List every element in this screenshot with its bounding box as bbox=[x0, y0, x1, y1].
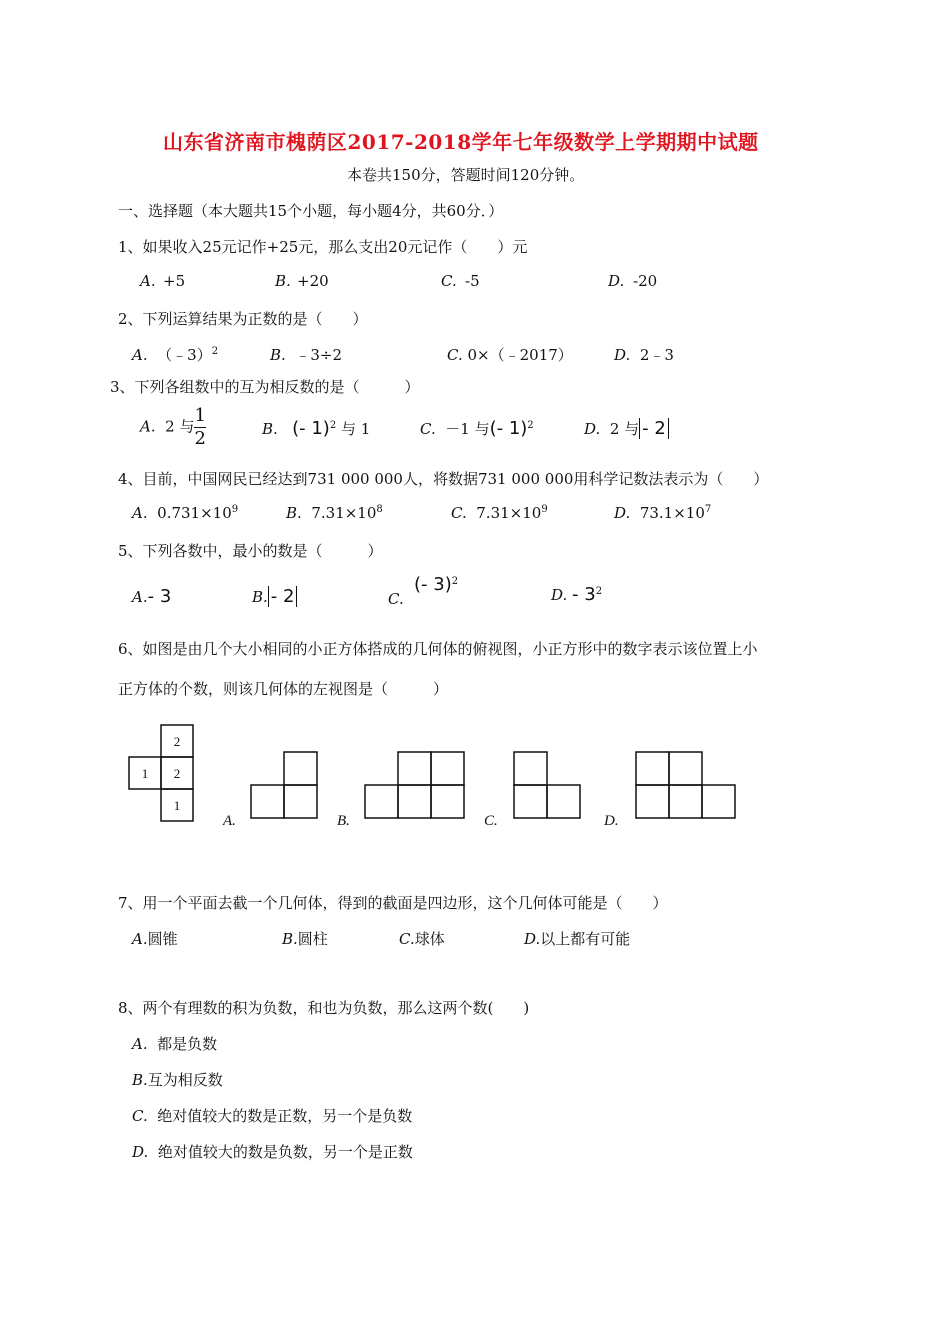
q1-option-b-text: +20 bbox=[297, 272, 329, 290]
q4-option-b bbox=[286, 504, 383, 522]
q8-option-d-label: D. bbox=[132, 1143, 149, 1161]
q2-option-d-label: D. bbox=[614, 346, 631, 364]
q3-option-b-text: 与 1 bbox=[340, 420, 371, 438]
option-b-cell bbox=[398, 752, 431, 785]
q3-option-a-fraction bbox=[194, 406, 205, 449]
q5-option-c-label: C. bbox=[388, 590, 404, 608]
q2-option-b-label: B. bbox=[270, 346, 286, 364]
q8-option-c bbox=[132, 1105, 412, 1126]
question-6-stem-line2: 正方体的个数，则该几何体的左视图是（ ） bbox=[118, 680, 449, 698]
option-d-cell bbox=[702, 785, 735, 818]
option-b-cell bbox=[431, 785, 464, 818]
q8-option-d-text: 绝对值较大的数是负数，另一个是正数 bbox=[157, 1143, 413, 1161]
exam-info: 本卷共150分，答题时间120分钟。 bbox=[347, 166, 585, 184]
q2-option-a-exponent: 2 bbox=[211, 346, 219, 357]
q5-option-a-label: A. bbox=[132, 588, 148, 606]
q4-option-c-exponent: 9 bbox=[541, 504, 548, 515]
q4-option-b-exponent: 8 bbox=[376, 504, 383, 515]
q1-option-a-text: +5 bbox=[163, 272, 186, 290]
q5-option-d bbox=[551, 584, 602, 605]
q7-option-a-text: 圆锥 bbox=[147, 930, 178, 948]
q7-option-b bbox=[282, 928, 328, 949]
q3-option-c-exponent: 2 bbox=[527, 420, 534, 431]
q3-option-c-label: C. bbox=[420, 420, 436, 438]
top-view-number: 1 bbox=[141, 766, 149, 781]
option-c-cell bbox=[514, 752, 547, 785]
q2-option-c bbox=[447, 344, 573, 365]
option-a-cell bbox=[251, 785, 284, 818]
question-8-stem: 8、两个有理数的积为负数，和也为负数，那么这两个数( ) bbox=[118, 999, 530, 1017]
q6-option-b-label: B. bbox=[337, 813, 350, 829]
q3-option-a-text: 2 与 bbox=[165, 417, 195, 436]
option-c-cell bbox=[514, 785, 547, 818]
q5-option-b-label: B. bbox=[252, 588, 268, 606]
q2-option-d-text: 2﹣3 bbox=[639, 346, 674, 364]
question-4-stem: 4、目前，中国网民已经达到731 000 000人，将数据731 000 000用科学记数法表示为（ ） bbox=[118, 470, 769, 488]
q5-option-c-label-wrap bbox=[388, 590, 404, 608]
q3-option-d-text: 2 与 bbox=[609, 420, 640, 438]
q7-option-c-text: 球体 bbox=[414, 930, 445, 948]
q2-option-b bbox=[270, 344, 342, 365]
q3-option-d-absolute-value: - 2 bbox=[639, 418, 669, 439]
q4-option-b-text: 7.31×10 bbox=[311, 504, 377, 522]
q3-option-b-label: B. bbox=[262, 420, 278, 438]
q5-option-a-value: - 3 bbox=[147, 586, 172, 607]
q7-option-d-label: D. bbox=[524, 930, 541, 948]
q5-option-d-exponent: 2 bbox=[595, 586, 603, 597]
question-3-stem: 3、下列各组数中的互为相反数的是（ ） bbox=[110, 378, 420, 396]
q4-option-d-exponent: 7 bbox=[704, 504, 712, 515]
q1-option-d-text: -20 bbox=[633, 272, 658, 290]
top-view-number: 2 bbox=[173, 734, 181, 749]
q4-option-c-text: 7.31×10 bbox=[476, 504, 542, 522]
q4-option-d-text: 73.1×10 bbox=[639, 504, 705, 522]
q3-option-c bbox=[420, 418, 534, 439]
question-6-stem-line1: 6、如图是由几个大小相同的小正方体搭成的几何体的俯视图，小正方形中的数字表示该位置上小 bbox=[118, 640, 758, 658]
q8-option-a-label: A. bbox=[132, 1035, 148, 1053]
top-view-number: 2 bbox=[173, 766, 181, 781]
q4-option-b-label: B. bbox=[286, 504, 302, 522]
q4-option-c-label: C. bbox=[451, 504, 467, 522]
question-1-stem: 1、如果收入25元记作+25元，那么支出20元记作（ ）元 bbox=[118, 238, 528, 256]
question-5-stem: 5、下列各数中，最小的数是（ ） bbox=[118, 542, 383, 560]
option-d-cell bbox=[636, 752, 669, 785]
q1-option-d-label: D. bbox=[608, 272, 625, 290]
option-d-cell bbox=[669, 752, 702, 785]
q1-option-c-text: -5 bbox=[465, 272, 480, 290]
q2-option-c-text: 0×（﹣2017） bbox=[467, 346, 573, 364]
fraction-denominator: 2 bbox=[194, 428, 206, 449]
q8-option-c-text: 绝对值较大的数是正数，另一个是负数 bbox=[157, 1107, 413, 1125]
q7-option-a bbox=[132, 928, 178, 949]
question-7-stem: 7、用一个平面去截一个几何体，得到的截面是四边形，这个几何体可能是（ ） bbox=[118, 894, 668, 912]
q1-option-c-label: C. bbox=[441, 272, 457, 290]
q4-option-c bbox=[451, 504, 548, 522]
q5-option-d-base: - 3 bbox=[572, 584, 596, 605]
q8-option-a-text: 都是负数 bbox=[157, 1035, 218, 1053]
q4-option-d bbox=[614, 504, 711, 522]
q8-option-b bbox=[132, 1069, 223, 1090]
question-2-stem: 2、下列运算结果为正数的是（ ） bbox=[118, 310, 368, 328]
q6-option-a-label: A. bbox=[223, 813, 236, 829]
q8-option-b-text: 互为相反数 bbox=[147, 1071, 223, 1089]
q1-option-b-label: B. bbox=[275, 272, 291, 290]
q4-option-d-label: D. bbox=[614, 504, 631, 522]
q7-option-b-text: 圆柱 bbox=[297, 930, 328, 948]
q7-option-c-label: C. bbox=[399, 930, 415, 948]
q3-option-d-label: D. bbox=[584, 420, 601, 438]
q1-option-a-label: A. bbox=[140, 272, 156, 290]
q3-option-a bbox=[140, 406, 206, 449]
option-b-cell bbox=[398, 785, 431, 818]
q3-option-b-base: (- 1) bbox=[292, 418, 330, 439]
q6-figure bbox=[120, 718, 760, 833]
q5-option-a bbox=[132, 586, 171, 607]
q8-option-d bbox=[132, 1141, 413, 1162]
q2-option-a-text: （﹣3） bbox=[157, 346, 212, 364]
q5-option-c-base: (- 3) bbox=[414, 574, 452, 595]
fraction-numerator: 1 bbox=[194, 405, 206, 426]
q2-option-d bbox=[614, 344, 674, 365]
option-b-cell bbox=[431, 752, 464, 785]
q4-option-a-label: A. bbox=[132, 504, 148, 522]
q3-option-c-text: －1 与 bbox=[445, 420, 490, 438]
q5-option-d-label: D. bbox=[551, 586, 568, 604]
q2-option-a-label: A. bbox=[132, 346, 148, 364]
q7-option-d-text: 以上都有可能 bbox=[540, 930, 631, 948]
q3-option-b-exponent: 2 bbox=[329, 420, 337, 431]
q7-option-a-label: A. bbox=[132, 930, 148, 948]
q2-option-b-text: ﹣3÷2 bbox=[295, 346, 342, 364]
option-a-cell bbox=[284, 785, 317, 818]
q5-option-c-exponent: 2 bbox=[451, 576, 459, 587]
top-view-number: 1 bbox=[173, 798, 181, 813]
q8-option-b-label: B. bbox=[132, 1071, 148, 1089]
q4-option-a-exponent: 9 bbox=[231, 504, 239, 515]
q2-option-c-label: C. bbox=[447, 346, 463, 364]
option-c-cell bbox=[547, 785, 580, 818]
q3-option-d bbox=[584, 418, 669, 439]
q7-option-d bbox=[524, 928, 630, 949]
q6-option-c-label: C. bbox=[484, 813, 498, 829]
q8-option-a bbox=[132, 1033, 217, 1054]
q6-option-d-label: D. bbox=[604, 813, 619, 829]
q3-option-b bbox=[262, 418, 370, 439]
q3-option-c-base: (- 1) bbox=[489, 418, 528, 439]
option-d-cell bbox=[669, 785, 702, 818]
option-a-cell bbox=[284, 752, 317, 785]
q4-option-a bbox=[132, 504, 238, 522]
q7-option-c bbox=[399, 928, 445, 949]
q8-option-c-label: C. bbox=[132, 1107, 148, 1125]
q4-option-a-text: 0.731×10 bbox=[157, 504, 232, 522]
section-heading: 一、选择题（本大题共15个小题，每小题4分，共60分．） bbox=[118, 202, 504, 220]
q5-option-b bbox=[252, 586, 297, 607]
q5-option-b-absolute-value: - 2 bbox=[268, 586, 298, 607]
option-b-cell bbox=[365, 785, 398, 818]
q7-option-b-label: B. bbox=[282, 930, 298, 948]
q5-option-c bbox=[414, 574, 458, 595]
q3-option-a-label: A. bbox=[140, 417, 156, 436]
page-title: 山东省济南市槐荫区2017-2018学年七年级数学上学期期中试题 bbox=[163, 130, 759, 154]
q2-option-a bbox=[132, 344, 218, 365]
option-d-cell bbox=[636, 785, 669, 818]
